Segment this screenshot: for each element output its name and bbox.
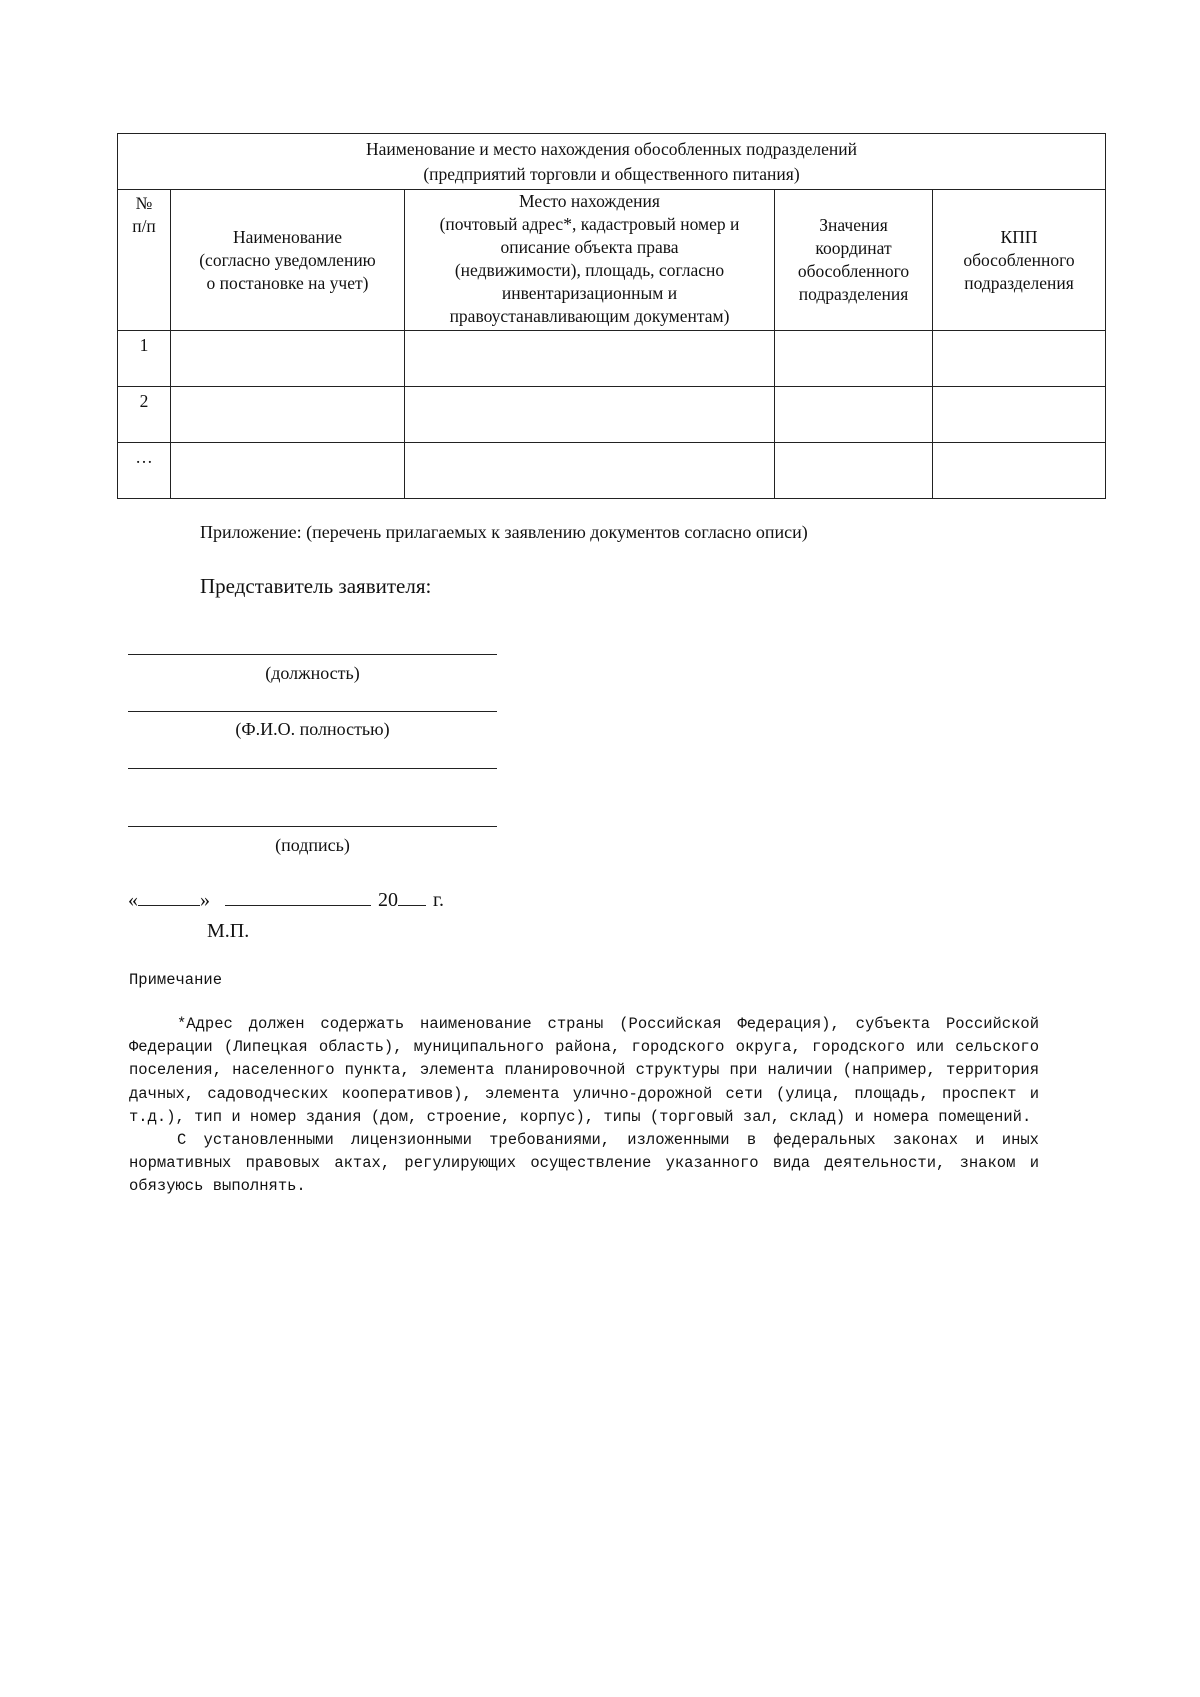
row-location-cell (405, 331, 775, 387)
note-heading: Примечание (129, 971, 223, 989)
note-paragraph: *Адрес должен содержать наименование страны (Российская Федерация), субъекта Российской Федерации (Липецкая область), муниципального района, городского округа, городского или сельского поселения, населенного пункта, элемента планировочной структуры при наличии (например, территория дачных, садоводческих кооперативов), элемента улично-дорожной сети (улица, площадь, проспект и т.д.), тип и номер здания (дом, строение, корпус), типы (торговый зал, склад) и номера помещений. (129, 1015, 1039, 1126)
header-text: (недвижимости), площадь, согласно (454, 260, 725, 280)
date-open-quote: « (128, 889, 138, 911)
stamp-label: М.П. (207, 920, 250, 942)
table-row (118, 331, 1106, 387)
row-coordinates-cell (775, 387, 933, 443)
header-text: инвентаризационным и (501, 283, 678, 303)
header-text: обособленного (963, 249, 1075, 270)
header-number (118, 190, 171, 331)
signature-caption: (подпись) (275, 835, 350, 855)
header-text: № (135, 193, 153, 213)
signature-line (128, 826, 497, 827)
fullname-caption: (Ф.И.О. полностью) (235, 719, 390, 739)
year-suffix: г. (433, 889, 444, 911)
row-location-cell (405, 387, 775, 443)
fullname-line (128, 711, 497, 712)
header-text: правоустанавливающим документам) (449, 306, 730, 326)
table-title-row (118, 134, 1106, 190)
header-text: Значения (819, 215, 888, 235)
position-caption: (должность) (265, 663, 360, 683)
header-text: п/п (132, 216, 156, 236)
header-text: координат (815, 238, 892, 258)
row-coordinates-cell (775, 331, 933, 387)
header-text: описание объекта права (500, 237, 679, 257)
row-coordinates-cell (775, 443, 933, 499)
date-close-quote: » (200, 889, 210, 911)
table-title-line: Наименование и место нахождения обособленных подразделений (366, 139, 858, 159)
row-name-cell (171, 331, 405, 387)
row-number: … (118, 443, 171, 499)
row-number: 2 (118, 387, 171, 443)
day-blank (138, 889, 200, 906)
row-kpp-cell (933, 387, 1106, 443)
position-line (128, 654, 497, 655)
month-blank (225, 889, 371, 906)
note-paragraph: С установленными лицензионными требованиями, изложенными в федеральных законах и иных нормативных правовых актах, регулирующих осуществление указанного вида деятельности, знаком и обязуюсь выполнять. (129, 1131, 1039, 1196)
header-text: подразделения (798, 284, 909, 304)
fullname-extra-line (128, 768, 497, 769)
header-text: обособленного (797, 261, 910, 281)
table-title (118, 134, 1106, 190)
year-blank (398, 889, 426, 906)
header-text: Место нахождения (519, 191, 660, 211)
row-name-cell (171, 387, 405, 443)
header-text: Наименование (232, 226, 343, 247)
header-text: подразделения (964, 272, 1074, 293)
date-line (128, 889, 444, 912)
header-text: о постановке на учет) (206, 272, 369, 293)
header-name (171, 190, 405, 331)
note-body (129, 1013, 1039, 1199)
table-row (118, 387, 1106, 443)
header-text: (почтовый адрес*, кадастровый номер и (439, 214, 740, 234)
header-location (405, 190, 775, 331)
table-row (118, 443, 1106, 499)
row-location-cell (405, 443, 775, 499)
row-kpp-cell (933, 331, 1106, 387)
table-header-row (118, 190, 1106, 331)
header-coordinates (775, 190, 933, 331)
appendix-text: Приложение: (перечень прилагаемых к заявлению документов согласно описи) (200, 522, 808, 542)
row-number: 1 (118, 331, 171, 387)
row-kpp-cell (933, 443, 1106, 499)
year-prefix: 20 (378, 889, 398, 911)
header-text: КПП (1000, 226, 1038, 247)
header-text: (согласно уведомлению (199, 249, 376, 270)
row-name-cell (171, 443, 405, 499)
header-kpp (933, 190, 1106, 331)
table-title-line: (предприятий торговли и общественного питания) (423, 164, 800, 184)
subdivisions-table (117, 133, 1106, 499)
representative-label: Представитель заявителя: (200, 574, 432, 598)
